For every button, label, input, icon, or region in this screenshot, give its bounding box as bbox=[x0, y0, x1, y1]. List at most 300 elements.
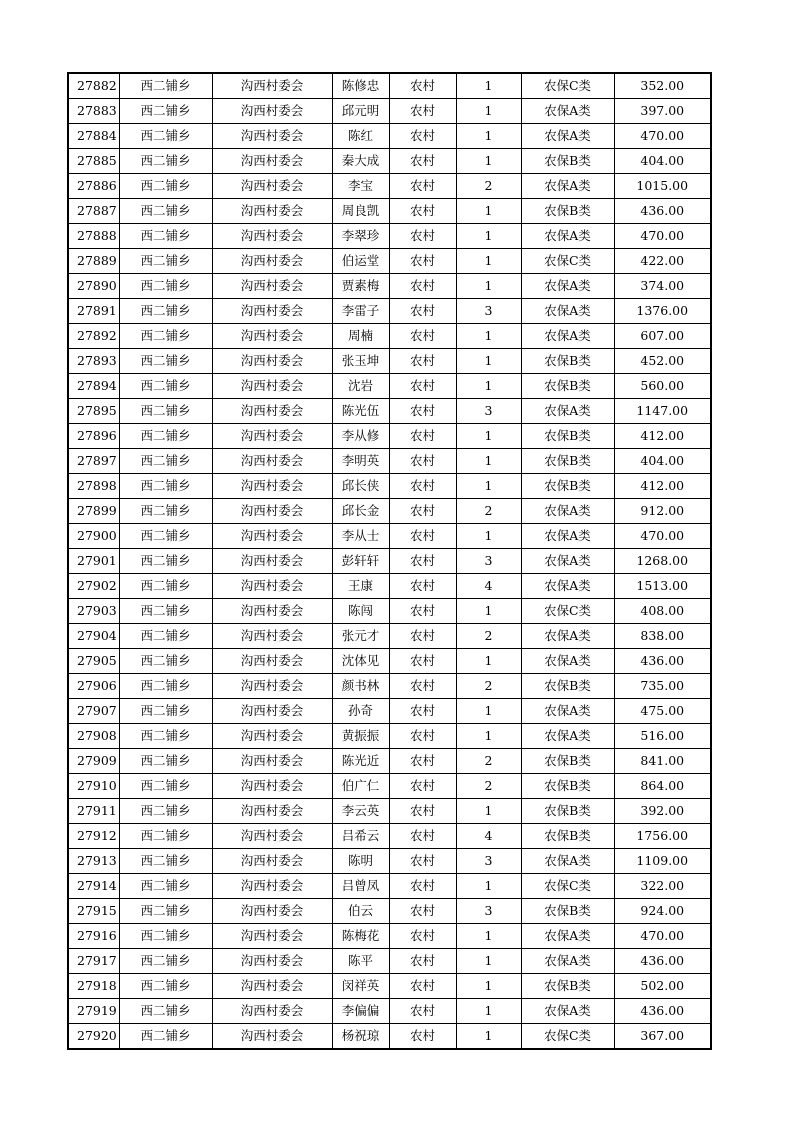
township-cell: 西二铺乡 bbox=[119, 649, 212, 674]
area-type-cell: 农村 bbox=[389, 274, 456, 299]
township-cell: 西二铺乡 bbox=[119, 824, 212, 849]
table-row bbox=[68, 424, 711, 449]
insurance-category-cell: 农保A类 bbox=[521, 174, 614, 199]
household-size-cell: 1 bbox=[456, 599, 521, 624]
township-cell: 西二铺乡 bbox=[119, 474, 212, 499]
village-committee-cell: 沟西村委会 bbox=[212, 249, 332, 274]
record-number-cell: 27912 bbox=[68, 824, 119, 849]
table-row bbox=[68, 924, 711, 949]
household-size-cell: 1 bbox=[456, 199, 521, 224]
household-size-cell: 1 bbox=[456, 949, 521, 974]
amount-cell: 1268.00 bbox=[614, 549, 711, 574]
area-type-cell: 农村 bbox=[389, 224, 456, 249]
record-number-cell: 27902 bbox=[68, 574, 119, 599]
insurance-category-cell: 农保A类 bbox=[521, 649, 614, 674]
village-committee-cell: 沟西村委会 bbox=[212, 224, 332, 249]
township-cell: 西二铺乡 bbox=[119, 624, 212, 649]
household-size-cell: 1 bbox=[456, 1024, 521, 1050]
household-size-cell: 1 bbox=[456, 374, 521, 399]
area-type-cell: 农村 bbox=[389, 949, 456, 974]
area-type-cell: 农村 bbox=[389, 99, 456, 124]
amount-cell: 735.00 bbox=[614, 674, 711, 699]
amount-cell: 1513.00 bbox=[614, 574, 711, 599]
record-number-cell: 27886 bbox=[68, 174, 119, 199]
village-committee-cell: 沟西村委会 bbox=[212, 274, 332, 299]
record-number-cell: 27919 bbox=[68, 999, 119, 1024]
household-size-cell: 2 bbox=[456, 624, 521, 649]
record-number-cell: 27891 bbox=[68, 299, 119, 324]
amount-cell: 470.00 bbox=[614, 524, 711, 549]
name-cell: 伯运堂 bbox=[332, 249, 389, 274]
amount-cell: 374.00 bbox=[614, 274, 711, 299]
area-type-cell: 农村 bbox=[389, 73, 456, 99]
name-cell: 黄振振 bbox=[332, 724, 389, 749]
name-cell: 孙奇 bbox=[332, 699, 389, 724]
township-cell: 西二铺乡 bbox=[119, 399, 212, 424]
village-committee-cell: 沟西村委会 bbox=[212, 849, 332, 874]
household-size-cell: 1 bbox=[456, 124, 521, 149]
name-cell: 陈平 bbox=[332, 949, 389, 974]
name-cell: 王康 bbox=[332, 574, 389, 599]
table-row bbox=[68, 549, 711, 574]
area-type-cell: 农村 bbox=[389, 499, 456, 524]
amount-cell: 838.00 bbox=[614, 624, 711, 649]
amount-cell: 392.00 bbox=[614, 799, 711, 824]
record-number-cell: 27903 bbox=[68, 599, 119, 624]
record-number-cell: 27890 bbox=[68, 274, 119, 299]
table-row bbox=[68, 274, 711, 299]
household-size-cell: 2 bbox=[456, 749, 521, 774]
insurance-category-cell: 农保A类 bbox=[521, 999, 614, 1024]
insurance-category-cell: 农保A类 bbox=[521, 574, 614, 599]
record-number-cell: 27908 bbox=[68, 724, 119, 749]
insurance-category-cell: 农保A类 bbox=[521, 699, 614, 724]
township-cell: 西二铺乡 bbox=[119, 99, 212, 124]
village-committee-cell: 沟西村委会 bbox=[212, 349, 332, 374]
table-row bbox=[68, 349, 711, 374]
amount-cell: 436.00 bbox=[614, 649, 711, 674]
table-row bbox=[68, 599, 711, 624]
record-number-cell: 27918 bbox=[68, 974, 119, 999]
table-row bbox=[68, 624, 711, 649]
area-type-cell: 农村 bbox=[389, 999, 456, 1024]
table-row bbox=[68, 399, 711, 424]
area-type-cell: 农村 bbox=[389, 474, 456, 499]
table-row bbox=[68, 524, 711, 549]
table-row bbox=[68, 449, 711, 474]
area-type-cell: 农村 bbox=[389, 549, 456, 574]
record-number-cell: 27916 bbox=[68, 924, 119, 949]
village-committee-cell: 沟西村委会 bbox=[212, 924, 332, 949]
township-cell: 西二铺乡 bbox=[119, 749, 212, 774]
area-type-cell: 农村 bbox=[389, 799, 456, 824]
amount-cell: 352.00 bbox=[614, 73, 711, 99]
area-type-cell: 农村 bbox=[389, 449, 456, 474]
record-number-cell: 27889 bbox=[68, 249, 119, 274]
amount-cell: 436.00 bbox=[614, 949, 711, 974]
household-size-cell: 1 bbox=[456, 699, 521, 724]
name-cell: 陈梅花 bbox=[332, 924, 389, 949]
name-cell: 李从士 bbox=[332, 524, 389, 549]
household-size-cell: 1 bbox=[456, 449, 521, 474]
village-committee-cell: 沟西村委会 bbox=[212, 399, 332, 424]
household-size-cell: 1 bbox=[456, 724, 521, 749]
table-row bbox=[68, 749, 711, 774]
record-number-cell: 27917 bbox=[68, 949, 119, 974]
table-row bbox=[68, 149, 711, 174]
township-cell: 西二铺乡 bbox=[119, 874, 212, 899]
amount-cell: 422.00 bbox=[614, 249, 711, 274]
insurance-category-cell: 农保C类 bbox=[521, 599, 614, 624]
table-row bbox=[68, 224, 711, 249]
record-number-cell: 27909 bbox=[68, 749, 119, 774]
name-cell: 邱长侠 bbox=[332, 474, 389, 499]
amount-cell: 516.00 bbox=[614, 724, 711, 749]
area-type-cell: 农村 bbox=[389, 824, 456, 849]
household-size-cell: 2 bbox=[456, 774, 521, 799]
township-cell: 西二铺乡 bbox=[119, 574, 212, 599]
name-cell: 吕希云 bbox=[332, 824, 389, 849]
record-number-cell: 27910 bbox=[68, 774, 119, 799]
amount-cell: 470.00 bbox=[614, 124, 711, 149]
record-number-cell: 27893 bbox=[68, 349, 119, 374]
area-type-cell: 农村 bbox=[389, 524, 456, 549]
area-type-cell: 农村 bbox=[389, 749, 456, 774]
area-type-cell: 农村 bbox=[389, 374, 456, 399]
village-committee-cell: 沟西村委会 bbox=[212, 774, 332, 799]
township-cell: 西二铺乡 bbox=[119, 549, 212, 574]
amount-cell: 864.00 bbox=[614, 774, 711, 799]
table-row bbox=[68, 674, 711, 699]
area-type-cell: 农村 bbox=[389, 849, 456, 874]
insurance-category-cell: 农保B类 bbox=[521, 199, 614, 224]
township-cell: 西二铺乡 bbox=[119, 949, 212, 974]
amount-cell: 1015.00 bbox=[614, 174, 711, 199]
township-cell: 西二铺乡 bbox=[119, 849, 212, 874]
record-number-cell: 27901 bbox=[68, 549, 119, 574]
name-cell: 陈红 bbox=[332, 124, 389, 149]
township-cell: 西二铺乡 bbox=[119, 299, 212, 324]
township-cell: 西二铺乡 bbox=[119, 724, 212, 749]
insurance-category-cell: 农保C类 bbox=[521, 249, 614, 274]
insurance-category-cell: 农保B类 bbox=[521, 674, 614, 699]
table-row bbox=[68, 374, 711, 399]
household-size-cell: 1 bbox=[456, 474, 521, 499]
table-row bbox=[68, 199, 711, 224]
table-row bbox=[68, 899, 711, 924]
township-cell: 西二铺乡 bbox=[119, 774, 212, 799]
amount-cell: 912.00 bbox=[614, 499, 711, 524]
table-row bbox=[68, 499, 711, 524]
township-cell: 西二铺乡 bbox=[119, 674, 212, 699]
amount-cell: 412.00 bbox=[614, 474, 711, 499]
insurance-category-cell: 农保A类 bbox=[521, 624, 614, 649]
name-cell: 闵祥英 bbox=[332, 974, 389, 999]
household-size-cell: 1 bbox=[456, 424, 521, 449]
insurance-category-cell: 农保C类 bbox=[521, 73, 614, 99]
name-cell: 李宝 bbox=[332, 174, 389, 199]
village-committee-cell: 沟西村委会 bbox=[212, 699, 332, 724]
table-row bbox=[68, 974, 711, 999]
township-cell: 西二铺乡 bbox=[119, 274, 212, 299]
township-cell: 西二铺乡 bbox=[119, 199, 212, 224]
record-number-cell: 27897 bbox=[68, 449, 119, 474]
household-size-cell: 3 bbox=[456, 399, 521, 424]
table-row bbox=[68, 73, 711, 99]
household-size-cell: 1 bbox=[456, 274, 521, 299]
township-cell: 西二铺乡 bbox=[119, 599, 212, 624]
area-type-cell: 农村 bbox=[389, 624, 456, 649]
area-type-cell: 农村 bbox=[389, 874, 456, 899]
township-cell: 西二铺乡 bbox=[119, 349, 212, 374]
area-type-cell: 农村 bbox=[389, 724, 456, 749]
table-row bbox=[68, 799, 711, 824]
village-committee-cell: 沟西村委会 bbox=[212, 574, 332, 599]
insurance-category-cell: 农保A类 bbox=[521, 299, 614, 324]
area-type-cell: 农村 bbox=[389, 599, 456, 624]
area-type-cell: 农村 bbox=[389, 899, 456, 924]
village-committee-cell: 沟西村委会 bbox=[212, 899, 332, 924]
area-type-cell: 农村 bbox=[389, 349, 456, 374]
village-committee-cell: 沟西村委会 bbox=[212, 1024, 332, 1050]
table-row bbox=[68, 174, 711, 199]
area-type-cell: 农村 bbox=[389, 324, 456, 349]
household-size-cell: 2 bbox=[456, 499, 521, 524]
township-cell: 西二铺乡 bbox=[119, 73, 212, 99]
table-row bbox=[68, 99, 711, 124]
household-size-cell: 1 bbox=[456, 924, 521, 949]
name-cell: 李偏偏 bbox=[332, 999, 389, 1024]
township-cell: 西二铺乡 bbox=[119, 224, 212, 249]
area-type-cell: 农村 bbox=[389, 649, 456, 674]
table-row bbox=[68, 124, 711, 149]
area-type-cell: 农村 bbox=[389, 149, 456, 174]
household-size-cell: 1 bbox=[456, 649, 521, 674]
name-cell: 颜书林 bbox=[332, 674, 389, 699]
table-row bbox=[68, 649, 711, 674]
area-type-cell: 农村 bbox=[389, 424, 456, 449]
insurance-category-cell: 农保A类 bbox=[521, 499, 614, 524]
household-size-cell: 1 bbox=[456, 349, 521, 374]
village-committee-cell: 沟西村委会 bbox=[212, 174, 332, 199]
record-number-cell: 27904 bbox=[68, 624, 119, 649]
table-row bbox=[68, 1024, 711, 1050]
insurance-category-cell: 农保B类 bbox=[521, 449, 614, 474]
amount-cell: 560.00 bbox=[614, 374, 711, 399]
amount-cell: 367.00 bbox=[614, 1024, 711, 1050]
household-size-cell: 2 bbox=[456, 674, 521, 699]
record-number-cell: 27885 bbox=[68, 149, 119, 174]
village-committee-cell: 沟西村委会 bbox=[212, 124, 332, 149]
name-cell: 彭轩轩 bbox=[332, 549, 389, 574]
area-type-cell: 农村 bbox=[389, 249, 456, 274]
village-committee-cell: 沟西村委会 bbox=[212, 824, 332, 849]
village-committee-cell: 沟西村委会 bbox=[212, 874, 332, 899]
table-row bbox=[68, 774, 711, 799]
village-committee-cell: 沟西村委会 bbox=[212, 749, 332, 774]
insurance-category-cell: 农保B类 bbox=[521, 349, 614, 374]
insurance-category-cell: 农保B类 bbox=[521, 424, 614, 449]
township-cell: 西二铺乡 bbox=[119, 1024, 212, 1050]
insurance-category-cell: 农保A类 bbox=[521, 849, 614, 874]
village-committee-cell: 沟西村委会 bbox=[212, 599, 332, 624]
name-cell: 沈岩 bbox=[332, 374, 389, 399]
township-cell: 西二铺乡 bbox=[119, 699, 212, 724]
table-row bbox=[68, 874, 711, 899]
name-cell: 张元才 bbox=[332, 624, 389, 649]
record-number-cell: 27883 bbox=[68, 99, 119, 124]
name-cell: 邱长金 bbox=[332, 499, 389, 524]
name-cell: 李雷子 bbox=[332, 299, 389, 324]
village-committee-cell: 沟西村委会 bbox=[212, 799, 332, 824]
township-cell: 西二铺乡 bbox=[119, 899, 212, 924]
village-committee-cell: 沟西村委会 bbox=[212, 949, 332, 974]
household-size-cell: 1 bbox=[456, 974, 521, 999]
record-number-cell: 27898 bbox=[68, 474, 119, 499]
village-committee-cell: 沟西村委会 bbox=[212, 724, 332, 749]
household-size-cell: 1 bbox=[456, 874, 521, 899]
household-size-cell: 1 bbox=[456, 73, 521, 99]
area-type-cell: 农村 bbox=[389, 774, 456, 799]
name-cell: 陈光伍 bbox=[332, 399, 389, 424]
amount-cell: 404.00 bbox=[614, 449, 711, 474]
township-cell: 西二铺乡 bbox=[119, 249, 212, 274]
amount-cell: 470.00 bbox=[614, 224, 711, 249]
amount-cell: 1147.00 bbox=[614, 399, 711, 424]
insurance-category-cell: 农保A类 bbox=[521, 324, 614, 349]
township-cell: 西二铺乡 bbox=[119, 499, 212, 524]
household-size-cell: 3 bbox=[456, 299, 521, 324]
record-number-cell: 27906 bbox=[68, 674, 119, 699]
table-body bbox=[68, 73, 711, 1049]
record-number-cell: 27892 bbox=[68, 324, 119, 349]
household-size-cell: 3 bbox=[456, 549, 521, 574]
record-number-cell: 27887 bbox=[68, 199, 119, 224]
record-number-cell: 27882 bbox=[68, 73, 119, 99]
record-number-cell: 27884 bbox=[68, 124, 119, 149]
name-cell: 周良凯 bbox=[332, 199, 389, 224]
insurance-category-cell: 农保A类 bbox=[521, 924, 614, 949]
area-type-cell: 农村 bbox=[389, 974, 456, 999]
village-committee-cell: 沟西村委会 bbox=[212, 974, 332, 999]
household-size-cell: 1 bbox=[456, 249, 521, 274]
household-size-cell: 1 bbox=[456, 999, 521, 1024]
name-cell: 陈明 bbox=[332, 849, 389, 874]
insurance-category-cell: 农保A类 bbox=[521, 524, 614, 549]
township-cell: 西二铺乡 bbox=[119, 374, 212, 399]
amount-cell: 397.00 bbox=[614, 99, 711, 124]
township-cell: 西二铺乡 bbox=[119, 974, 212, 999]
amount-cell: 475.00 bbox=[614, 699, 711, 724]
name-cell: 李翠珍 bbox=[332, 224, 389, 249]
area-type-cell: 农村 bbox=[389, 124, 456, 149]
insurance-category-cell: 农保C类 bbox=[521, 1024, 614, 1050]
township-cell: 西二铺乡 bbox=[119, 524, 212, 549]
table-row bbox=[68, 699, 711, 724]
village-committee-cell: 沟西村委会 bbox=[212, 624, 332, 649]
township-cell: 西二铺乡 bbox=[119, 449, 212, 474]
record-number-cell: 27888 bbox=[68, 224, 119, 249]
insurance-category-cell: 农保B类 bbox=[521, 474, 614, 499]
village-committee-cell: 沟西村委会 bbox=[212, 99, 332, 124]
insurance-category-cell: 农保B类 bbox=[521, 799, 614, 824]
amount-cell: 841.00 bbox=[614, 749, 711, 774]
amount-cell: 1756.00 bbox=[614, 824, 711, 849]
household-size-cell: 4 bbox=[456, 824, 521, 849]
amount-cell: 436.00 bbox=[614, 999, 711, 1024]
record-number-cell: 27914 bbox=[68, 874, 119, 899]
record-number-cell: 27911 bbox=[68, 799, 119, 824]
name-cell: 秦大成 bbox=[332, 149, 389, 174]
name-cell: 李从修 bbox=[332, 424, 389, 449]
village-committee-cell: 沟西村委会 bbox=[212, 674, 332, 699]
record-number-cell: 27913 bbox=[68, 849, 119, 874]
area-type-cell: 农村 bbox=[389, 399, 456, 424]
name-cell: 陈闯 bbox=[332, 599, 389, 624]
village-committee-cell: 沟西村委会 bbox=[212, 499, 332, 524]
area-type-cell: 农村 bbox=[389, 299, 456, 324]
record-number-cell: 27899 bbox=[68, 499, 119, 524]
name-cell: 伯广仁 bbox=[332, 774, 389, 799]
insurance-category-cell: 农保A类 bbox=[521, 549, 614, 574]
village-committee-cell: 沟西村委会 bbox=[212, 649, 332, 674]
table-row bbox=[68, 849, 711, 874]
household-size-cell: 1 bbox=[456, 99, 521, 124]
area-type-cell: 农村 bbox=[389, 674, 456, 699]
name-cell: 李云英 bbox=[332, 799, 389, 824]
name-cell: 杨祝琼 bbox=[332, 1024, 389, 1050]
name-cell: 张玉坤 bbox=[332, 349, 389, 374]
amount-cell: 470.00 bbox=[614, 924, 711, 949]
township-cell: 西二铺乡 bbox=[119, 174, 212, 199]
village-committee-cell: 沟西村委会 bbox=[212, 524, 332, 549]
township-cell: 西二铺乡 bbox=[119, 324, 212, 349]
record-number-cell: 27915 bbox=[68, 899, 119, 924]
household-size-cell: 3 bbox=[456, 849, 521, 874]
insurance-category-cell: 农保C类 bbox=[521, 874, 614, 899]
area-type-cell: 农村 bbox=[389, 174, 456, 199]
insurance-category-cell: 农保A类 bbox=[521, 224, 614, 249]
table-row bbox=[68, 474, 711, 499]
name-cell: 伯云 bbox=[332, 899, 389, 924]
record-number-cell: 27894 bbox=[68, 374, 119, 399]
name-cell: 李明英 bbox=[332, 449, 389, 474]
area-type-cell: 农村 bbox=[389, 574, 456, 599]
amount-cell: 408.00 bbox=[614, 599, 711, 624]
insurance-category-cell: 农保A类 bbox=[521, 274, 614, 299]
insurance-category-cell: 农保B类 bbox=[521, 774, 614, 799]
area-type-cell: 农村 bbox=[389, 699, 456, 724]
township-cell: 西二铺乡 bbox=[119, 999, 212, 1024]
area-type-cell: 农村 bbox=[389, 1024, 456, 1050]
table-row bbox=[68, 999, 711, 1024]
amount-cell: 924.00 bbox=[614, 899, 711, 924]
table-row bbox=[68, 299, 711, 324]
amount-cell: 412.00 bbox=[614, 424, 711, 449]
insurance-category-cell: 农保A类 bbox=[521, 724, 614, 749]
insurance-category-cell: 农保B类 bbox=[521, 974, 614, 999]
amount-cell: 322.00 bbox=[614, 874, 711, 899]
amount-cell: 404.00 bbox=[614, 149, 711, 174]
amount-cell: 1376.00 bbox=[614, 299, 711, 324]
township-cell: 西二铺乡 bbox=[119, 149, 212, 174]
household-size-cell: 4 bbox=[456, 574, 521, 599]
household-size-cell: 2 bbox=[456, 174, 521, 199]
insurance-category-cell: 农保A类 bbox=[521, 399, 614, 424]
village-committee-cell: 沟西村委会 bbox=[212, 324, 332, 349]
township-cell: 西二铺乡 bbox=[119, 424, 212, 449]
insurance-category-cell: 农保A类 bbox=[521, 99, 614, 124]
